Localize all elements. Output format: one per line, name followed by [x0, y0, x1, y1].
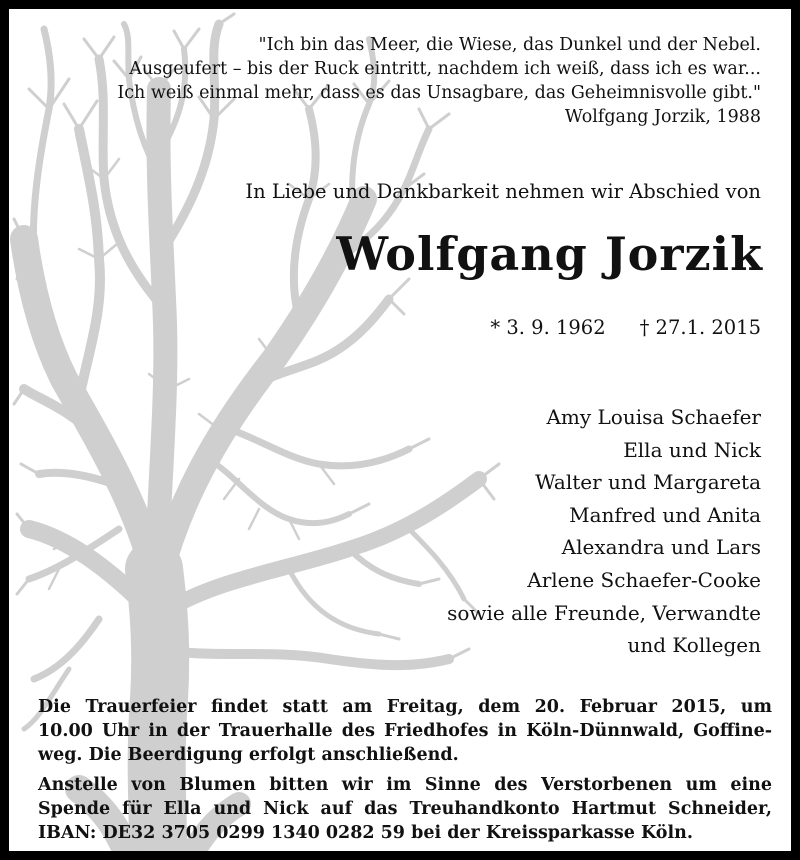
farewell-intro: In Liebe und Dankbarkeit nehmen wir Abschied von — [245, 180, 761, 203]
life-dates — [490, 316, 761, 339]
quote-line: Ausgeufert – bis der Ruck eintritt, nachdem ich weiß, dass ich es war... — [129, 59, 761, 79]
donation-line: IBAN: DE32 3705 0299 1340 0282 59 bei der Kreissparkasse Köln. — [38, 823, 693, 843]
ceremony-line: Die Trauerfeier findet statt am Freitag, dem 20. Februar 2015, um — [38, 697, 772, 717]
mourner: und Kollegen — [627, 633, 761, 658]
donation-line: Spende für Ella und Nick auf das Treuhandkonto Hartmut Schneider, — [38, 799, 772, 819]
mourner: Amy Louisa Schaefer — [546, 405, 761, 429]
birth-date: * 3. 9. 1962 — [490, 316, 606, 339]
mourner: Manfred und Anita — [569, 502, 761, 527]
mourner: Ella und Nick — [623, 437, 761, 462]
donation-line: Anstelle von Blumen bitten wir im Sinne des Verstorbenen um eine — [38, 775, 772, 795]
quote-block — [117, 33, 761, 129]
ceremony-line: 10.00 Uhr in der Trauerhalle des Friedhofes in Köln-Dünnwald, Goffine- — [38, 721, 772, 741]
deceased-name: Wolfgang Jorzik — [336, 227, 763, 281]
quote-attribution: Wolfgang Jorzik, 1988 — [564, 107, 761, 127]
mourner: sowie alle Freunde, Verwandte — [447, 600, 761, 625]
quote-line: Ich weiß einmal mehr, dass es das Unsagbare, das Geheimnisvolle gibt." — [117, 83, 761, 103]
mourner: Arlene Schaefer-Cooke — [527, 567, 761, 592]
donation-info — [38, 773, 772, 845]
mourners-list — [447, 401, 761, 662]
quote-line: "Ich bin das Meer, die Wiese, das Dunkel und der Nebel. — [258, 35, 761, 55]
mourner: Walter und Margareta — [535, 470, 761, 495]
ceremony-line: weg. Die Beerdigung erfolgt anschließend. — [38, 745, 459, 765]
death-date: † 27.1. 2015 — [639, 316, 761, 339]
ceremony-info — [38, 695, 772, 767]
mourner: Alexandra und Lars — [561, 535, 761, 560]
